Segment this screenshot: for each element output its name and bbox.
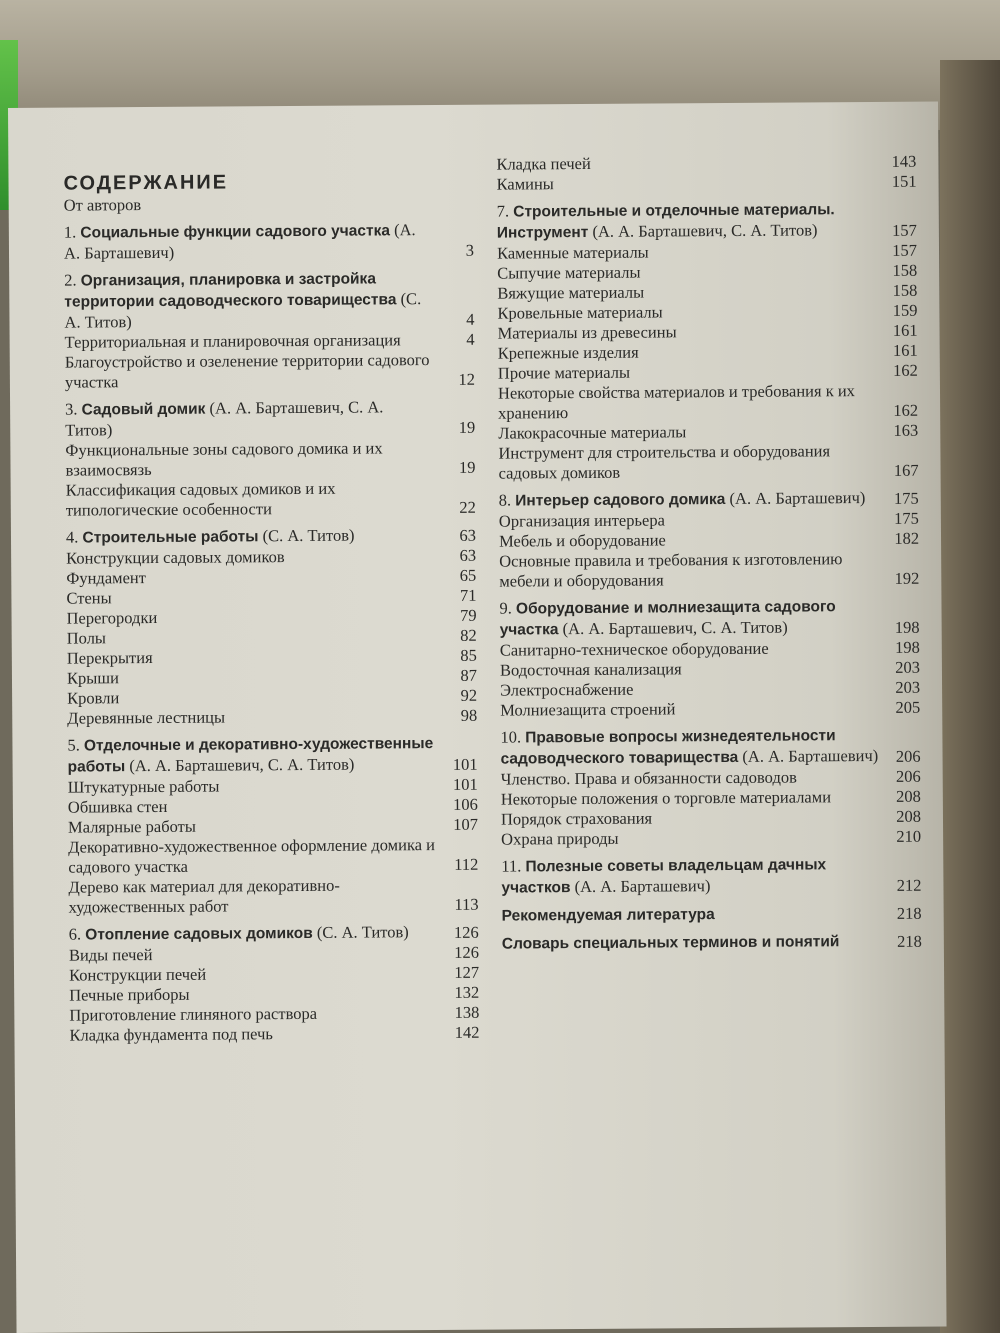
toc-page-number: 218	[897, 931, 922, 951]
toc-section-title: Декоративно-художественное оформление домика и садового участка	[68, 835, 436, 877]
toc-page-number: 212	[896, 875, 922, 895]
toc-chapter-title: Социальные функции садового участка	[80, 222, 391, 242]
toc-section-title: Перекрытия	[66, 648, 153, 668]
toc-entry-title	[69, 1003, 437, 1026]
toc-section-title: Каменные материалы	[496, 242, 649, 263]
toc-chapter-number: 1.	[63, 222, 81, 242]
toc-chapter-entry	[502, 931, 922, 955]
toc-entry-title	[67, 706, 435, 729]
toc-chapter-authors: (А. А. Барташевич)	[570, 876, 711, 897]
toc-section-title: Санитарно-техническое оборудование	[499, 638, 769, 660]
toc-page-number: 19	[458, 457, 476, 477]
toc-entry-title	[69, 943, 437, 966]
toc-entry-title	[501, 854, 879, 899]
toc-page-number: 101	[452, 754, 478, 774]
toc-page-number: 159	[892, 300, 918, 320]
toc-page-number: 12	[458, 369, 475, 389]
toc-entry-title	[497, 241, 875, 264]
toc-section-title: Виды печей	[68, 945, 153, 965]
toc-entry-title	[500, 658, 878, 681]
toc-chapter-authors: (А. А. Барташевич, С. А. Титов)	[558, 617, 788, 639]
toc-entry-title	[65, 330, 433, 353]
toc-section-title: Некоторые свойства материалов и требования к их хранению	[497, 381, 855, 423]
toc-chapter-authors: (А. А. Барташевич, С. А. Титов)	[588, 220, 818, 241]
toc-page-number: 208	[896, 806, 922, 826]
toc-page-number: 151	[891, 171, 917, 191]
toc-chapter-entry	[67, 733, 477, 778]
toc-chapter-authors: (А. А. Барташевич)	[63, 220, 416, 263]
toc-entry-title	[501, 807, 879, 830]
toc-page-number: 19	[458, 417, 476, 437]
toc-page-number: 127	[454, 962, 480, 982]
toc-page-number: 22	[459, 497, 476, 517]
toc-page-number: 161	[892, 320, 918, 340]
toc-chapter-title: Словарь специальных терминов и понятий	[501, 933, 840, 953]
toc-entry-title	[497, 199, 875, 244]
toc-page-number: 206	[895, 746, 921, 766]
toc-entry-title	[69, 983, 437, 1006]
toc-section-entry	[68, 815, 478, 838]
toc-chapter-number: 11.	[501, 856, 526, 876]
toc-page-number: 71	[459, 585, 477, 605]
toc-entry-title	[501, 827, 879, 850]
toc-section-title: Малярные работы	[67, 816, 196, 837]
toc-chapter-entry	[499, 596, 919, 641]
toc-chapter-entry	[64, 268, 474, 333]
toc-page-number: 198	[894, 637, 920, 657]
toc-entry-title	[67, 626, 435, 649]
toc-page-number: 157	[892, 220, 917, 240]
toc-entry-title	[66, 606, 434, 629]
toc-chapter-number: 8.	[498, 490, 516, 510]
toc-entry-title	[498, 381, 876, 424]
toc-section-title: Фундамент	[66, 568, 146, 588]
toc-entry-title	[68, 835, 436, 878]
toc-section-entry	[69, 1023, 479, 1046]
toc-page-number: 65	[459, 565, 477, 585]
toc-chapter-authors: (А. А. Барташевич, С. А. Титов)	[125, 754, 355, 776]
toc-section-title: Дерево как материал для декоративно-художественных работ	[68, 875, 340, 917]
toc-page-number: 206	[895, 766, 921, 786]
toc-chapter-authors: (С. А. Титов)	[64, 289, 422, 332]
toc-page-number: 98	[460, 705, 478, 725]
toc-section-entry	[65, 438, 475, 481]
toc-page-number: 4	[466, 329, 475, 349]
toc-chapter-entry	[502, 903, 922, 927]
toc-chapter-entry	[500, 725, 920, 770]
toc-section-entry	[501, 827, 921, 850]
toc-page-number: 106	[453, 794, 478, 814]
toc-section-entry	[498, 441, 918, 484]
toc-section-title: Организация интерьера	[498, 510, 665, 531]
toc-section-title: Кладка печей	[496, 153, 591, 174]
toc-page-number: 158	[892, 280, 918, 300]
toc-entry-title	[69, 922, 437, 946]
toc-section-title: Молниезащита строений	[500, 699, 676, 720]
toc-section-entry	[66, 478, 476, 521]
toc-section-title: Кровли	[67, 688, 120, 708]
toc-section-title: Деревянные лестницы	[67, 707, 226, 728]
toc-left-list	[64, 220, 480, 1046]
toc-chapter-title: Полезные советы владельцам дачных участков	[501, 856, 827, 897]
toc-entry-title	[499, 488, 877, 512]
toc-entry-title	[68, 795, 436, 818]
toc-page-number: 203	[895, 657, 920, 677]
toc-chapter-authors: (А. А. Барташевич, С. А. Титов)	[65, 397, 384, 440]
toc-entry-title	[502, 931, 880, 955]
toc-chapter-authors: (С. А. Титов)	[312, 922, 409, 942]
toc-entry-title	[66, 525, 434, 549]
toc-chapter-title: Отопление садовых домиков	[85, 924, 313, 944]
toc-page-number: 167	[893, 460, 919, 480]
toc-entry-title	[67, 646, 435, 669]
toc-entry-title	[64, 268, 432, 333]
toc-left-column	[63, 105, 480, 1046]
toc-page-number: 162	[893, 360, 918, 380]
toc-entry-title	[66, 478, 434, 521]
toc-section-title: Полы	[66, 628, 107, 648]
toc-section-title: Некоторые положения о торговле материалами	[500, 787, 832, 809]
toc-page-number: 85	[460, 645, 477, 665]
toc-chapter-entry	[69, 922, 479, 946]
toc-page-number: 157	[892, 240, 918, 260]
toc-entry-title	[497, 281, 875, 304]
toc-section-entry	[65, 350, 475, 393]
toc-chapter-number: 7.	[496, 201, 514, 221]
toc-entry-title	[500, 698, 878, 721]
toc-entry-title	[500, 678, 878, 701]
toc-chapter-entry	[65, 397, 475, 441]
toc-chapter-entry	[499, 488, 919, 512]
toc-page-number: 92	[460, 685, 478, 705]
toc-chapter-entry	[501, 854, 921, 899]
toc-section-title: Крепежные изделия	[497, 342, 639, 363]
toc-page-number: 4	[466, 309, 475, 329]
toc-section-title: Материалы из древесины	[497, 322, 677, 343]
toc-page-number: 132	[454, 982, 480, 1002]
toc-entry-title	[69, 1023, 437, 1046]
toc-entry-title	[502, 903, 880, 927]
toc-entry-title	[68, 875, 436, 918]
toc-chapter-entry	[66, 525, 476, 549]
toc-chapter-number: 10.	[500, 727, 526, 747]
toc-section-title: Порядок страхования	[500, 808, 653, 829]
toc-entry-title	[496, 152, 874, 175]
toc-chapter-title: Рекомендуемая литература	[501, 906, 715, 925]
toc-page-number: 208	[896, 786, 921, 806]
toc-chapter-title: Строительные и отделочные материалы. Инструмент	[496, 201, 835, 242]
toc-section-title: Сыпучие материалы	[497, 262, 641, 283]
toc-section-entry	[499, 549, 919, 592]
toc-entry-title	[499, 549, 877, 592]
toc-section-title: Мебель и оборудование	[498, 530, 666, 551]
book-cover-edge	[940, 60, 1000, 1333]
toc-chapter-entry	[64, 220, 474, 264]
toc-entry-title	[499, 596, 877, 641]
toc-page-number: 198	[894, 617, 920, 637]
toc-chapter-entry	[497, 199, 917, 244]
toc-page-number: 63	[459, 545, 477, 565]
toc-chapter-authors: (А. А. Барташевич)	[725, 488, 866, 509]
toc-page-number: 126	[453, 922, 479, 942]
toc-right-list	[496, 152, 922, 955]
toc-page-number: 210	[896, 826, 922, 846]
toc-chapter-title: Организация, планировка и застройка территории садоводческого товарищества	[64, 270, 397, 311]
toc-section-title: Камины	[496, 174, 554, 194]
toc-entry-title	[500, 725, 878, 770]
toc-entry-title	[501, 787, 879, 810]
toc-page-number: 101	[452, 774, 478, 794]
toc-page-number: 126	[454, 942, 479, 962]
toc-entry-title	[67, 666, 435, 689]
toc-section-entry	[68, 835, 478, 878]
toc-section-title: Перегородки	[66, 607, 158, 628]
toc-section-entry	[500, 698, 920, 721]
toc-entry-title	[65, 397, 433, 441]
toc-entry-title	[499, 509, 877, 532]
toc-section-title: Электроснабжение	[500, 679, 634, 700]
toc-section-entry	[67, 706, 477, 729]
toc-entry-title	[496, 172, 874, 195]
toc-entry-title	[501, 767, 879, 790]
toc-section-title: Печные приборы	[69, 984, 190, 1005]
toc-entry-title	[499, 529, 877, 552]
toc-page-number: 175	[894, 508, 919, 528]
toc-section-title: Водосточная канализация	[499, 659, 682, 680]
toc-section-title: Лакокрасочные материалы	[498, 422, 687, 443]
toc-section-title: Обшивка стен	[67, 796, 168, 817]
toc-page-number: 162	[893, 400, 919, 420]
toc-section-title: Функциональные зоны садового домика и их взаимосвязь	[65, 438, 383, 480]
toc-right-column	[496, 152, 922, 955]
toc-title: СОДЕРЖАНИЕ	[63, 171, 229, 195]
toc-entry-title	[498, 321, 876, 344]
toc-chapter-number: 6.	[68, 924, 86, 944]
toc-section-title: Приготовление глиняного раствора	[69, 1003, 318, 1025]
toc-section-title: Основные правила и требования к изготовлению мебели и оборудования	[499, 549, 843, 591]
toc-entry-title	[65, 438, 433, 481]
toc-page-number: 82	[460, 625, 477, 645]
toc-section-title: Инструмент для строительства и оборудования садовых домиков	[498, 441, 831, 483]
toc-section-title: Членство. Права и обязанности садоводов	[500, 767, 797, 789]
toc-page-number: 63	[459, 525, 477, 545]
toc-page-number: 3	[465, 240, 475, 260]
toc-entry-title	[69, 963, 437, 986]
toc-chapter-number: 9.	[499, 598, 517, 618]
toc-chapter-title: Правовые вопросы жизнедеятельности садоводческого товарищества	[500, 727, 836, 768]
toc-chapter-number: 2.	[64, 270, 81, 290]
toc-section-title: Охрана природы	[501, 828, 619, 849]
toc-entry-title	[64, 220, 432, 264]
toc-section-entry	[498, 381, 918, 424]
toc-section-title: Конструкции печей	[68, 964, 207, 985]
toc-entry-title	[68, 815, 436, 838]
toc-page-number: 158	[892, 260, 918, 280]
toc-entry-title	[497, 261, 875, 284]
toc-entry-title	[67, 733, 435, 778]
book-page	[8, 102, 947, 1333]
toc-entry-title	[66, 546, 434, 569]
toc-section-entry	[68, 775, 478, 798]
toc-section-title: Благоустройство и озеленение территории садового участка	[64, 350, 430, 392]
toc-section-title: Классификация садовых домиков и их типологические особенности	[65, 478, 336, 520]
toc-section-title: Стены	[66, 588, 112, 608]
toc-section-entry	[68, 875, 478, 918]
toc-section-entry	[68, 795, 478, 818]
toc-entry-title	[498, 441, 876, 484]
toc-section-title: Территориальная и планировочная организация	[64, 330, 401, 352]
toc-page-number: 192	[894, 568, 920, 588]
toc-section-title: Крыши	[66, 668, 119, 688]
toc-page-number: 138	[454, 1002, 480, 1022]
toc-chapter-title: Интерьер садового домика	[515, 491, 726, 510]
toc-chapter-title: Садовый домик	[81, 400, 206, 419]
toc-authors-entry: От авторов	[63, 195, 142, 215]
toc-page-number: 205	[895, 697, 921, 717]
toc-page-number: 107	[453, 814, 479, 834]
toc-page-number: 79	[459, 605, 477, 625]
toc-chapter-authors: (А. А. Барташевич)	[738, 745, 879, 766]
toc-entry-title	[497, 301, 875, 324]
toc-entry-title	[68, 775, 436, 798]
toc-entry-title	[498, 421, 876, 444]
toc-page-number: 163	[893, 420, 919, 440]
toc-entry-title	[498, 361, 876, 384]
toc-chapter-authors: (С. А. Титов)	[258, 525, 355, 546]
toc-chapter-number: 5.	[67, 735, 85, 755]
toc-page-number: 142	[454, 1022, 480, 1042]
toc-page-number: 113	[454, 894, 479, 914]
toc-page-number: 203	[895, 677, 921, 697]
toc-section-title: Вяжущие материалы	[497, 282, 645, 303]
toc-entry-title	[66, 566, 434, 589]
toc-page-number: 161	[892, 340, 918, 360]
toc-chapter-number: 4.	[65, 527, 83, 547]
toc-section-title: Штукатурные работы	[67, 776, 220, 797]
toc-section-title: Кровельные материалы	[497, 302, 663, 323]
toc-section-title: Прочие материалы	[497, 362, 631, 383]
toc-page-number: 175	[893, 488, 919, 508]
toc-entry-title	[498, 341, 876, 364]
toc-entry-title	[66, 586, 434, 609]
toc-chapter-title: Отделочные и декоративно-художественные работы	[67, 735, 434, 776]
toc-entry-title	[500, 638, 878, 661]
toc-page-number: 218	[896, 903, 922, 923]
toc-page-number: 112	[454, 854, 479, 874]
toc-page-number: 182	[894, 528, 920, 548]
toc-section-title: Конструкции садовых домиков	[66, 547, 285, 568]
toc-section-title: Кладка фундамента под печь	[69, 1024, 273, 1045]
toc-entry-title	[67, 686, 435, 709]
toc-chapter-title: Оборудование и молниезащита садового участка	[499, 598, 836, 639]
toc-entry-title	[65, 350, 433, 393]
toc-chapter-title: Строительные работы	[82, 528, 259, 547]
toc-page-number: 87	[460, 665, 478, 685]
toc-page-number: 143	[891, 151, 917, 171]
toc-chapter-number: 3.	[65, 399, 82, 419]
toc-section-entry	[496, 172, 916, 195]
